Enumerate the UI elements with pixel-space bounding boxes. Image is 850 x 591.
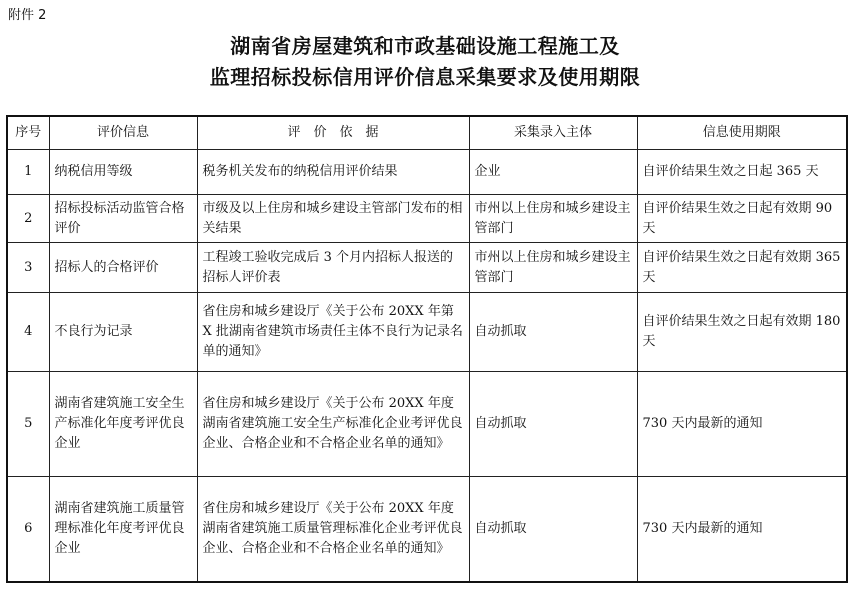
header-period: 信息使用期限: [637, 116, 847, 150]
cell-no: 4: [7, 293, 49, 372]
cell-basis: 省住房和城乡建设厅《关于公布 20XX 年度湖南省建筑施工质量管理标准化企业考评优良企业、合格企业和不合格企业名单的通知》: [197, 477, 469, 583]
cell-info: 招标投标活动监管合格评价: [49, 195, 197, 243]
cell-subject: 自动抓取: [469, 372, 637, 477]
cell-subject: 市州以上住房和城乡建设主管部门: [469, 195, 637, 243]
cell-basis: 省住房和城乡建设厅《关于公布 20XX 年第 X 批湖南省建筑市场责任主体不良行为记录名单的通知》: [197, 293, 469, 372]
cell-subject: 自动抓取: [469, 293, 637, 372]
cell-period: 自评价结果生效之日起有效期 180 天: [637, 293, 847, 372]
cell-basis: 税务机关发布的纳税信用评价结果: [197, 150, 469, 195]
table-row: [7, 195, 847, 243]
cell-period: 自评价结果生效之日起有效期 365 天: [637, 243, 847, 293]
cell-info: 不良行为记录: [49, 293, 197, 372]
cell-subject: 市州以上住房和城乡建设主管部门: [469, 243, 637, 293]
cell-no: 3: [7, 243, 49, 293]
cell-info: 湖南省建筑施工安全生产标准化年度考评优良企业: [49, 372, 197, 477]
cell-period: 自评价结果生效之日起 365 天: [637, 150, 847, 195]
cell-info: 纳税信用等级: [49, 150, 197, 195]
cell-subject: 企业: [469, 150, 637, 195]
cell-info: 湖南省建筑施工质量管理标准化年度考评优良企业: [49, 477, 197, 583]
cell-no: 1: [7, 150, 49, 195]
document-title-line-2: 监理招标投标信用评价信息采集要求及使用期限: [209, 65, 641, 89]
table-header-row: [7, 116, 847, 150]
cell-basis: 省住房和城乡建设厅《关于公布 20XX 年度湖南省建筑施工安全生产标准化企业考评优良企业、合格企业和不合格企业名单的通知》: [197, 372, 469, 477]
table-row: [7, 150, 847, 195]
cell-period: 730 天内最新的通知: [637, 372, 847, 477]
cell-basis: 工程竣工验收完成后 3 个月内招标人报送的招标人评价表: [197, 243, 469, 293]
document-title-line-1: 湖南省房屋建筑和市政基础设施工程施工及: [230, 34, 620, 58]
cell-no: 5: [7, 372, 49, 477]
table-row: [7, 243, 847, 293]
cell-no: 2: [7, 195, 49, 243]
cell-no: 6: [7, 477, 49, 583]
header-basis: 评 价 依 据: [197, 116, 469, 150]
credit-info-table: [6, 115, 848, 583]
cell-period: 730 天内最新的通知: [637, 477, 847, 583]
table-row: [7, 372, 847, 477]
table-row: [7, 477, 847, 583]
cell-info: 招标人的合格评价: [49, 243, 197, 293]
cell-subject: 自动抓取: [469, 477, 637, 583]
table-row: [7, 293, 847, 372]
header-subject: 采集录入主体: [469, 116, 637, 150]
cell-period: 自评价结果生效之日起有效期 90 天: [637, 195, 847, 243]
attachment-label: 附件 2: [8, 8, 47, 23]
header-no: 序号: [7, 116, 49, 150]
header-info: 评价信息: [49, 116, 197, 150]
cell-basis: 市级及以上住房和城乡建设主管部门发布的相关结果: [197, 195, 469, 243]
